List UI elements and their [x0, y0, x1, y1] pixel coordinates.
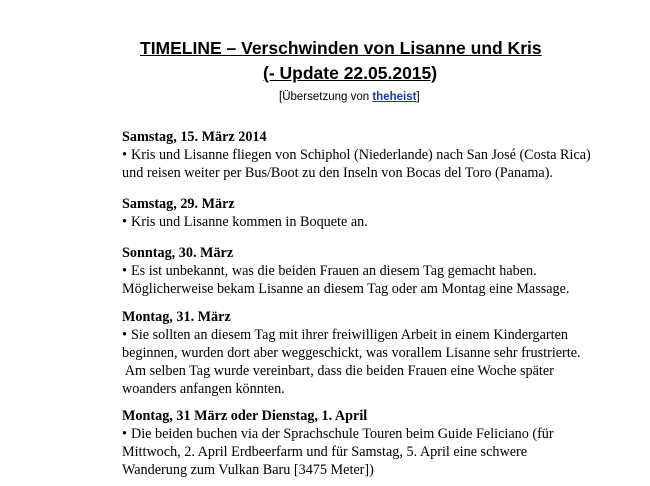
translation-credit — [279, 91, 420, 103]
entry-text-line — [122, 425, 622, 443]
entry-date: Samstag, 29. März — [122, 196, 235, 212]
entry-text-line: Mittwoch, 2. April Erdbeerfarm und für Samstag, 5. April eine schwere — [122, 444, 528, 460]
title-line-2: (- Update 22.05.2015) — [263, 63, 438, 83]
translation-prefix: [Übersetzung von — [279, 91, 373, 103]
translator-link[interactable]: theheist — [372, 91, 417, 103]
bullet: • — [122, 263, 127, 279]
entry-text-line: beginnen, wurden dort aber weggeschickt, was vorallem Lisanne sehr frustrierte. — [122, 345, 581, 361]
entry-date: Montag, 31. März — [122, 309, 231, 325]
timeline-entry — [122, 308, 622, 398]
entry-date: Montag, 31 März oder Dienstag, 1. April — [122, 408, 368, 424]
entry-text-line — [122, 262, 622, 280]
timeline-entry — [122, 195, 622, 231]
bullet: • — [122, 214, 127, 230]
title-line-1: TIMELINE – Verschwinden von Lisanne und Kris — [140, 38, 542, 58]
entry-text-line — [122, 326, 622, 344]
entry-text: Die beiden buchen via der Sprachschule Touren beim Guide Feliciano (für — [130, 426, 554, 442]
bullet: • — [122, 147, 127, 163]
timeline-entry — [122, 244, 622, 298]
entry-text-line — [122, 213, 622, 231]
entry-text-line — [122, 146, 622, 164]
timeline-entry — [122, 128, 622, 182]
entry-text-line: Am selben Tag wurde vereinbart, dass die beiden Frauen eine Woche später — [122, 363, 554, 379]
translation-suffix: ] — [416, 91, 420, 103]
entry-text-line: Wanderung zum Vulkan Baru [3475 Meter]) — [122, 462, 374, 478]
bullet: • — [122, 327, 127, 343]
bullet: • — [122, 426, 127, 442]
entry-text: Kris und Lisanne kommen in Boquete an. — [130, 214, 368, 230]
entry-date: Sonntag, 30. März — [122, 245, 234, 261]
entry-text: Sie sollten an diesem Tag mit ihrer freiwilligen Arbeit in einem Kindergarten — [130, 327, 568, 343]
entry-text-line: woanders anfangen könnten. — [122, 381, 285, 397]
entry-text: Kris und Lisanne fliegen von Schiphol (Niederlande) nach San José (Costa Rica) — [130, 147, 591, 163]
entry-text-line: Möglicherweise bekam Lisanne an diesem Tag oder am Montag eine Massage. — [122, 281, 570, 297]
entry-text: Es ist unbekannt, was die beiden Frauen an diesem Tag gemacht haben. — [130, 263, 537, 279]
timeline-entry — [122, 407, 622, 479]
entry-text-line: und reisen weiter per Bus/Boot zu den Inseln von Bocas del Toro (Panama). — [122, 165, 553, 181]
entry-date: Samstag, 15. März 2014 — [122, 129, 267, 145]
